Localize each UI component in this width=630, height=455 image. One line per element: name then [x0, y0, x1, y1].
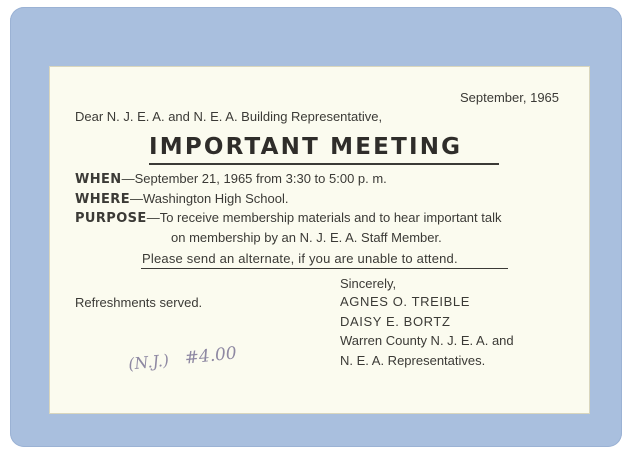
pencil-price: #4.00	[183, 343, 238, 369]
when-label: WHEN	[75, 172, 122, 187]
card-title: IMPORTANT MEETING	[149, 134, 463, 160]
when-line	[75, 171, 387, 188]
signer-name-1: AGNES O. TREIBLE	[340, 294, 471, 309]
pencil-state: (N.J.)	[127, 350, 170, 374]
refreshments-note: Refreshments served.	[75, 295, 203, 310]
signer-name-2: DAISY E. BORTZ	[340, 314, 451, 329]
purpose-text: —To receive membership materials and to hear important talk	[146, 210, 502, 225]
purpose-continuation: on membership by an N. J. E. A. Staff Member.	[171, 230, 442, 245]
alternate-underline	[141, 268, 508, 269]
where-text: —Washington High School.	[130, 191, 289, 206]
where-line	[75, 191, 289, 208]
purpose-label: PURPOSE	[75, 211, 147, 226]
card-date: September, 1965	[460, 90, 560, 105]
closing: Sincerely,	[340, 276, 397, 291]
postcard	[49, 66, 590, 414]
organization-line-1: Warren County N. J. E. A. and	[340, 333, 514, 348]
where-label: WHERE	[75, 192, 130, 207]
purpose-line	[75, 210, 501, 227]
when-text: —September 21, 1965 from 3:30 to 5:00 p. m.	[121, 171, 387, 186]
title-underline	[149, 163, 499, 165]
greeting: Dear N. J. E. A. and N. E. A. Building Representative,	[75, 109, 383, 124]
alternate-note: Please send an alternate, if you are unable to attend.	[142, 251, 458, 266]
pencil-notation	[127, 343, 237, 374]
organization-line-2: N. E. A. Representatives.	[340, 353, 486, 368]
